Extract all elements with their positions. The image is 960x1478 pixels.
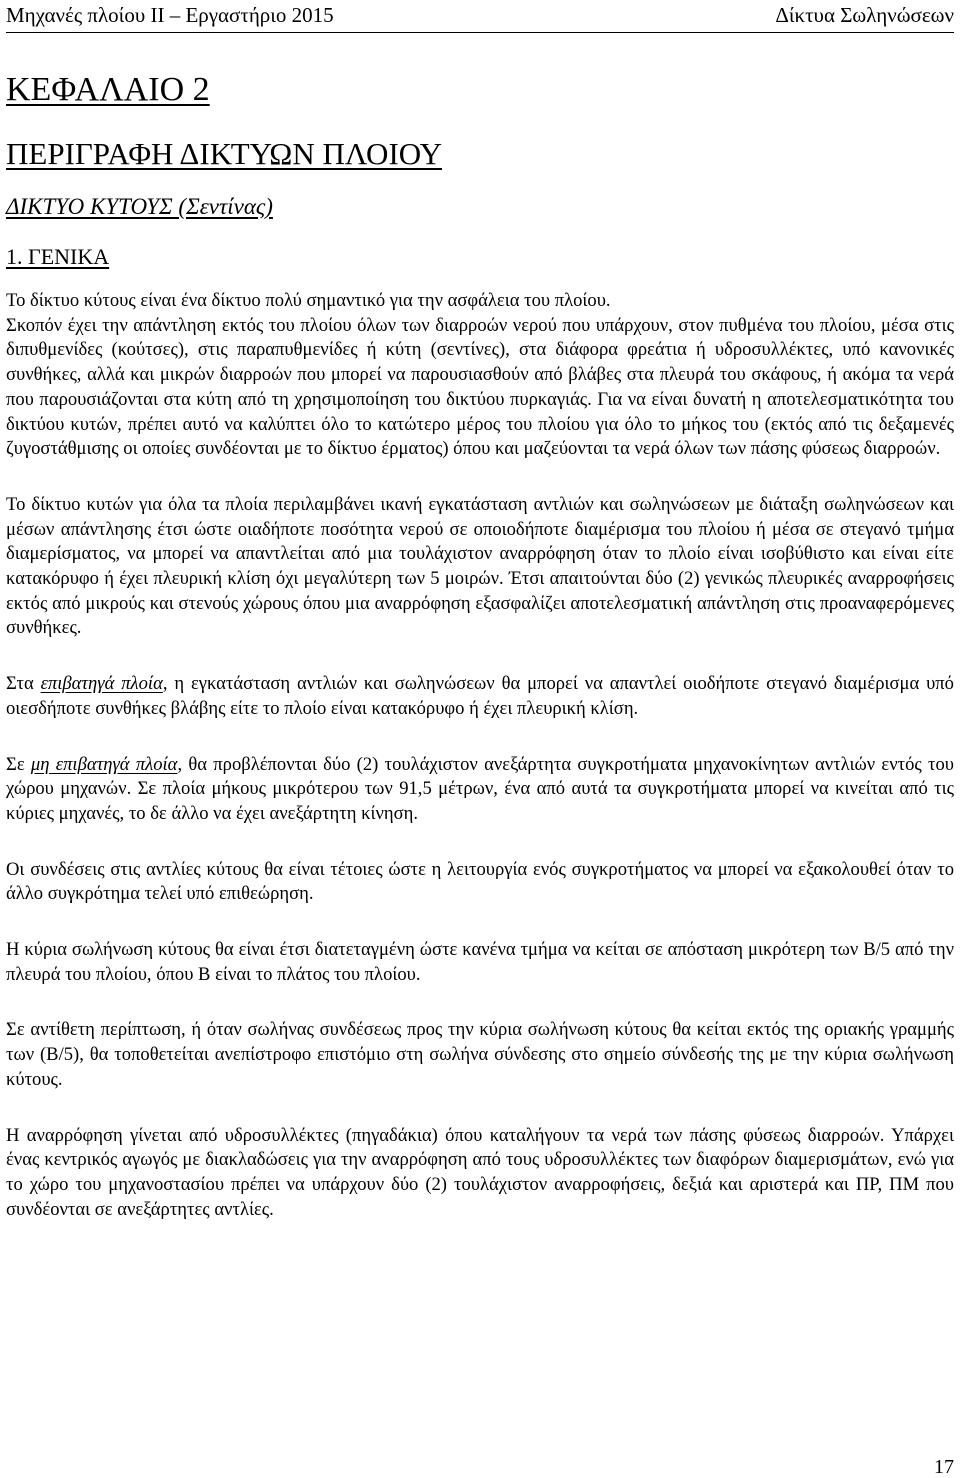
header-divider [6, 32, 954, 33]
paragraph-non-passenger-ships-lead: Σε [6, 753, 31, 775]
header-course-title: Μηχανές πλοίου ΙΙ – Εργαστήριο 2015 [6, 3, 334, 27]
intro-paragraph: Το δίκτυο κύτους είναι ένα δίκτυο πολύ σημαντικό για την ασφάλεια του πλοίου. [6, 290, 611, 311]
paragraph-non-return-valve: Σε αντίθετη περίπτωση, ή όταν σωλήνας συνδέσεως προς την κύρια σωλήνωση κύτους θα κείται εκτός της οριακής γραμμής των (Β/5), θα τοποθετείται ανεπίστροφο επιστόμιο στη σωλήνα σύνδεσης στο σημείο σύνδεσής της με την κύρια σωλήνωση κύτους. [6, 1019, 954, 1090]
non-passenger-ships-term: μη επιβατηγά πλοία [30, 753, 178, 775]
page-content [6, 70, 954, 1222]
paragraph-pump-connections: Οι συνδέσεις στις αντλίες κύτους θα είναι τέτοιες ώστε η λειτουργία ενός συγκροτήματος να μπορεί να εξακολουθεί όταν το άλλο συγκρότημα τελεί υπό επιθεώρηση. [6, 858, 954, 905]
passenger-ships-term: επιβατηγά πλοία [40, 673, 163, 695]
paragraph-main-pipe-layout: Η κύρια σωλήνωση κύτους θα είναι έτσι διατεταγμένη ώστε κανένα τμήμα να κείται σε απόσταση μικρότερη των Β/5 από την πλευρά του πλοίου, όπου Β είναι το πλάτος του πλοίου. [6, 939, 954, 985]
paragraph-passenger-ships-lead: Στα [6, 673, 41, 695]
chapter-title: ΚΕΦΑΛΑΙΟ 2 [6, 71, 210, 108]
paragraph-purpose: Σκοπόν έχει την απάντληση εκτός του πλοίου όλων των διαρροών νερού που υπάρχουν, στον πυθμένα του πλοίου, μέσα στις διπυθμενίδες (κούτσες), στις παραπυθμενίδες ή κύτη (σεντίνες), στα διάφορα φρεάτια ή υδροσυλλέκτες, υπό κανονικές συνθήκες, αλλά και μικρών διαρροών που μπορεί να παρουσιασθούν από βλάβες στα πλευρά του σκάφους, ή ακόμα τα νερά που παρουσιάζονται στα κύτη από τη χρησιμοποίηση του δικτύου πυρκαγιάς. Για να είναι δυνατή η αποτελεσματικότητα του δικτύου κυτών, πρέπει αυτό να καλύπτει όλο το κατώτερο μέρος του πλοίου για όλο το μήκος του (εκτός από τις δεξαμενές ζυγοστάθμισης οι οποίες συνδέονται με το δίκτυο έρματος) όπου και μαζεύονται τα νερά όλων των πάσης φύσεως διαρροών. [6, 314, 954, 460]
paragraph-passenger-ships [6, 672, 954, 721]
page-number: 17 [934, 1456, 954, 1478]
paragraph-installation: Το δίκτυο κυτών για όλα τα πλοία περιλαμβάνει ικανή εγκατάσταση αντλιών και σωληνώσεων με διάταξη σωληνώσεων και μέσων απάντλησης έτσι ώστε οιαδήποτε ποσότητα νερού σε οποιοδήποτε διαμέρισμα του πλοίου ή μέσα σε στεγανό τμήμα διαμερίσματος, να μπορεί να απαντλείται από μια τουλάχιστον αναρρόφηση όταν το πλοίο είναι ισοβύθιστο και είναι είτε κατακόρυφο ή έχει πλευρική κλίση όχι μεγαλύτερη των 5 μοιρών. Έτσι απαιτούνται δύο (2) γενικώς πλευρικές αναρροφήσεις εκτός από μικρούς και στενούς χώρους όπου μια αναρρόφηση εξασφαλίζει αποτελεσματική απάντληση στις προαναφερόμενες συνθήκες. [6, 493, 954, 639]
paragraph-non-passenger-ships [6, 753, 954, 827]
paragraph-suction: Η αναρρόφηση γίνεται από υδροσυλλέκτες (πηγαδάκια) όπου καταλήγουν τα νερά των πάσης φύσεως διαρροών. Υπάρχει ένας κεντρικός αγωγός με διακλαδώσεις για την αναρρόφηση από τους υδροσυλλέκτες των διαφόρων διαμερισμάτων, ενώ για το χώρο του μηχανοστασίου πρέπει να υπάρχουν δύο (2) τουλάχιστον αναρροφήσεις, δεξιά και αριστερά και ΠΡ, ΠΜ που συνδέονται σε ανεξάρτητες αντλίες. [6, 1124, 954, 1220]
paragraph-non-passenger-ships-body: , θα προβλέπονται δύο (2) τουλάχιστον ανεξάρτητα συγκροτήματα μηχανοκίνητων αντλιών εντός του χώρου μηχανών. Σε πλοία μήκους μικρότερου των 91,5 μέτρων, ένα από αυτά τα συγκροτήματα μπορεί να κινείται από τις κύριες μηχανές, το δε άλλο να έχει ανεξάρτητη κίνηση. [6, 753, 955, 824]
page-header [6, 2, 954, 28]
section-title: ΔΙΚΤΥΟ ΚΥΤΟΥΣ (Σεντίνας) [6, 194, 273, 219]
header-chapter-topic: Δίκτυα Σωληνώσεων [775, 3, 954, 27]
chapter-subtitle: ΠΕΡΙΓΡΑΦΗ ΔΙΚΤΥΩΝ ΠΛΟΙΟΥ [6, 136, 442, 171]
paragraph-passenger-ships-body: , η εγκατάσταση αντλιών και σωληνώσεων θα μπορεί να απαντλεί οιοδήποτε στεγανό διαμέρισμα υπό οιεσδήποτε συνθήκες βλάβης είτε το πλοίο είναι κατακόρυφο ή έχει πλευρική κλίση. [6, 673, 954, 719]
numbered-heading: 1. ΓΕΝΙΚΑ [6, 244, 110, 269]
